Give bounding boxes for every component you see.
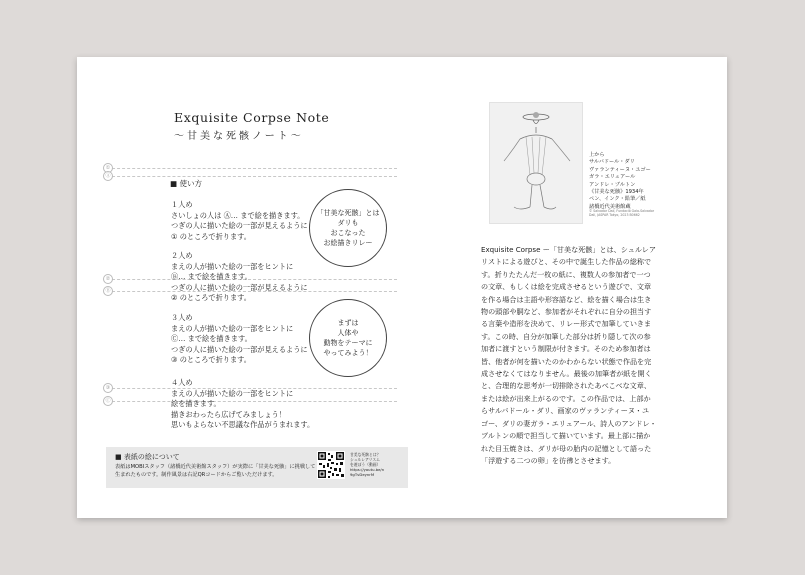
qr-note: 甘美な死骸とは？ シュルレアリスム を遊ぼう（動画） https://youtu.be/n 9gTvDeynrM <box>350 452 385 477</box>
fold-marker-a: Ⓐ <box>103 171 113 181</box>
fold-marker-c: Ⓒ <box>103 396 113 406</box>
speech-bubble-tip <box>309 299 387 377</box>
speech-bubble-about <box>309 189 387 267</box>
booklet-spread <box>77 57 727 518</box>
fold-marker-1: ① <box>103 163 113 173</box>
exquisite-corpse-artwork <box>489 102 583 224</box>
qr-code-icon[interactable] <box>317 451 345 479</box>
page-subtitle: 〜甘美な死骸ノート〜 <box>174 131 304 142</box>
artwork-caption: 上から サルバドール・ダリ ヴァランティーヌ・ユゴー ガラ・エリュアール アンドレ・ブルトン 《甘美な死骸》1934年 ペン、インク・鉛筆／紙 諸橋近代美術館蔵 <box>589 152 651 210</box>
artwork-figure-icon <box>490 103 582 223</box>
fold-marker-b: Ⓑ <box>103 286 113 296</box>
step-2: ２人め まえの人が描いた絵の一部をヒントに Ⓑ… まで絵を描きます。 つぎの人に描いた絵の一部が見えるように ② のところで折ります。 <box>171 251 308 303</box>
cover-note-box <box>106 447 408 488</box>
fold-guide-1 <box>107 168 397 169</box>
cover-note-heading: ■ 表紙の絵について <box>115 453 180 461</box>
fold-marker-2: ② <box>103 274 113 284</box>
step-3: ３人め まえの人が描いた絵の一部をヒントに Ⓒ… まで絵を描きます。 つぎの人に描いた絵の一部が見えるように ③ のところで折ります。 <box>171 313 308 365</box>
description-text: Exquisite Corpse ー「甘美な死骸」とは、シュルレア リストによる遊びと、その中で誕生した作品の総称で す。折りたたんだ一枚の紙に、複数人の参加者で一つ の文章、もしくは絵を完成させるという遊びで、文章 を作る場合は主語や形容語など、絵を描く場合は生き 物の頭部や胴など、参加者がそれぞれに自分の担当す る言葉や造形を決めて、リレー形式で加筆していきま す。この時、自分が加筆した部分は折り隠して次の参 加者に渡すという制限が付きます。そのため参加者は 皆、他者が何を描いたのかわからない状態で作品を完 成させなくてはなりません。最後の加筆者が紙を開く と、合理的な思考が一切排除されたあべこべな文章、 または絵が出来上がるのです。この作品では、上部か らサルバドール・ダリ、画家のヴァランティーヌ・ユ ゴー、ダリの妻ガラ・エリュアール、詩人のアンドレ・ ブルトンの順で担当して描いています。最上部に描か れた目玉焼きは、ダリが母の胎内の記憶として語った 「浮遊する二つの卵」を彷彿とさせます。 <box>481 245 657 465</box>
artwork-credit: © Salvador Dalí, Fundació Gala-Salvador Dalí, JASPAR Tokyo, 2023 B0662 <box>589 209 655 218</box>
howto-heading: ■ 使い方 <box>170 179 202 188</box>
fold-marker-3: ③ <box>103 383 113 393</box>
fold-guide-a <box>107 176 397 177</box>
step-1: １人め さいしょの人は Ⓐ… まで絵を描きます。 つぎの人に描いた絵の一部が見えるように ① のところで折ります。 <box>171 200 308 241</box>
bubble-tip-text: まずは 人体や 動物をテーマに やってみよう！ <box>323 319 373 357</box>
bubble-about-text: 「甘美な死骸」とは ダリも おこなった お絵描きリレー <box>316 209 380 247</box>
step-4: ４人め まえの人が描いた絵の一部をヒントに 絵を描きます。 描きおわったら広げてみましょう！ 思いもよらない不思議な作品がうまれます。 <box>171 378 315 430</box>
cover-note-text: 表紙はMOBIスタッフ（諸橋近代美術館スタッフ）が実際に「甘美な死骸」に挑戦して 生まれたものです。制作風景は右記QRコードからご覧いただけます。 <box>115 464 316 478</box>
page-title: Exquisite Corpse Note <box>174 110 330 125</box>
